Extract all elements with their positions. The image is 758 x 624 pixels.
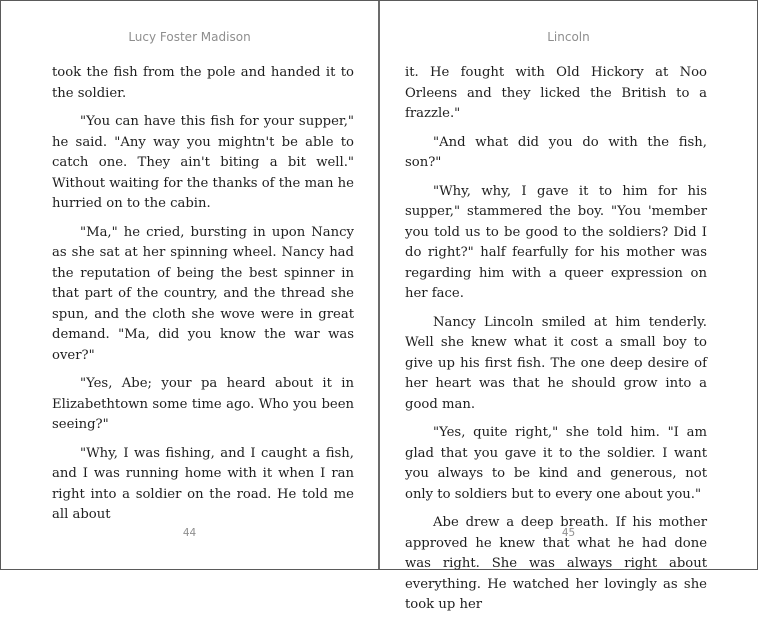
left-page-text xyxy=(52,63,354,534)
paragraph: "Yes, quite right," she told him. "I am glad that you gave it to the soldier. I want you always to be kind and generous, not only to soldiers but to every one about you." xyxy=(405,425,707,502)
paragraph: "Why, why, I gave it to him for his supper," stammered the boy. "You 'member you told us to be good to the soldiers? Did I do right?" half fearfully for his mother was regarding him with a queer expression on her face. xyxy=(405,183,707,301)
paragraph: "Ma," he cried, bursting in upon Nancy as she sat at her spinning wheel. Nancy had the reputation of being the best spinner in that part of the country, and the thread she spun, and the cloth she wove were in great demand. "Ma, did you know the war was over?" xyxy=(52,224,354,363)
paragraph: "You can have this fish for your supper," he said. "Any way you mightn't be able to catch one. They ain't biting a bit well." Without waiting for the thanks of the man he hurried on to the cabin. xyxy=(52,114,354,211)
paragraph: "And what did you do with the fish, son?" xyxy=(405,134,707,170)
paragraph: took the fish from the pole and handed it to the soldier. xyxy=(52,65,354,101)
paragraph: "Why, I was fishing, and I caught a fish, and I was running home with it when I ran right into a soldier on the road. He told me all about xyxy=(52,445,354,522)
paragraph: Abe drew a deep breath. If his mother approved he knew that what he had done was right. She was always right about everything. He watched her lovingly as she took up her xyxy=(405,515,707,612)
right-page-text xyxy=(405,63,707,624)
right-page[interactable] xyxy=(380,1,757,612)
running-head-title: Lincoln xyxy=(547,30,590,44)
paragraph: "Yes, Abe; your pa heard about it in Elizabethtown some time ago. Who you been seeing?" xyxy=(52,376,354,432)
page-number: 44 xyxy=(182,527,197,539)
running-head-author: Lucy Foster Madison xyxy=(128,30,251,44)
paragraph: it. He fought with Old Hickory at Noo Orleens and they licked the British to a frazzle." xyxy=(405,65,707,121)
page-number: 45 xyxy=(561,527,576,539)
left-page[interactable] xyxy=(1,1,378,569)
paragraph: Nancy Lincoln smiled at him tenderly. Well she knew what it cost a small boy to give up his first fish. The one deep desire of her heart was that he should grow into a good man. xyxy=(405,314,707,412)
